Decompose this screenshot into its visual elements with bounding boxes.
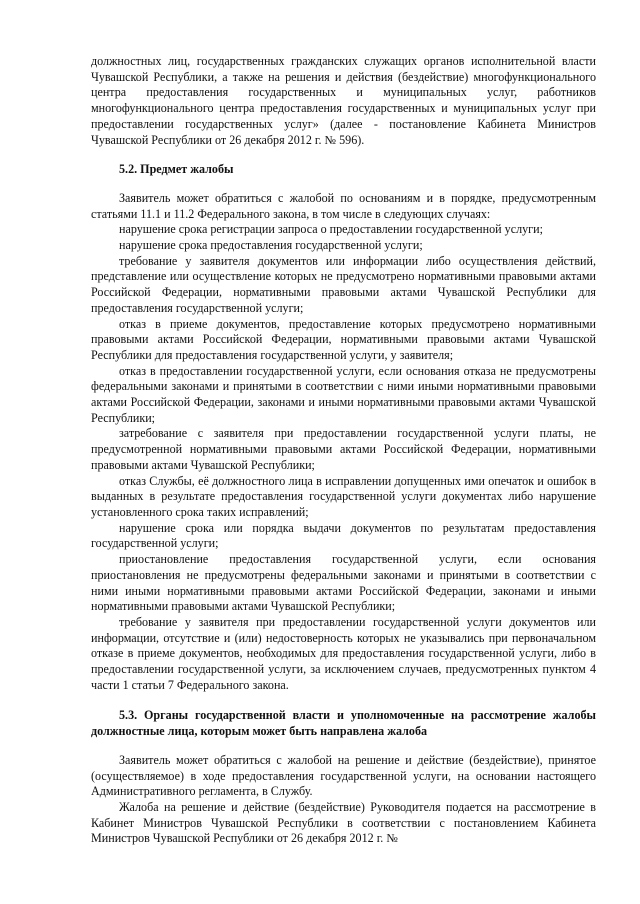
document-page [91,54,596,847]
paragraph: Жалоба на решение и действие (бездействие) Руководителя подается на рассмотрение в Кабинет Министров Чувашской Республики в соответствии с постановлением Кабинета Министров Чувашской Республики от 26 декабря 2012 г. № [91,799,596,846]
section-5-2-body [91,191,596,694]
intro-paragraph: должностных лиц, государственных гражданских служащих органов исполнительной власти Чувашской Республики, а также на решения и действия (бездействие) многофункционального центра предоставления государственных и муниципальных услуг, работников многофункционального центра предоставления государственных и муниципальных услуг при предоставлении государственных услуг» (далее - постановление Кабинета Министров Чувашской Республики от 26 декабря 2012 г. № 596). [91,54,596,147]
list-item: нарушение срока или порядка выдачи документов по результатам предоставления государственной услуги; [91,520,596,551]
section-heading-5-3: 5.3. Органы государственной власти и уполномоченные на рассмотрение жалобы должностные лица, которым может быть направлена жалоба [91,708,596,739]
list-item: отказ в предоставлении государственной услуги, если основания отказа не предусмотрены федеральными законами и принятыми в соответствии с ними иными нормативными правовыми актами Российской Федерации, законами и иными нормативными правовыми актами Чувашской Республики; [91,363,596,425]
list-item: требование у заявителя при предоставлении государственной услуги документов или информации, отсутствие и (или) недостоверность которых не указывались при первоначальном отказе в приеме документов, необходимых для предоставления государственной услуги, либо в предоставлении государственной услуги, за исключением случаев, предусмотренных пунктом 4 части 1 статьи 7 Федерального закона. [91,614,596,692]
list-item: приостановление предоставления государственной услуги, если основания приостановления не предусмотрены федеральными законами и принятыми в соответствии с ними иными нормативными правовыми актами Российской Федерации, законами и иными нормативными правовыми актами Чувашской Республики; [91,552,596,614]
list-item: отказ в приеме документов, предоставление которых предусмотрено нормативными правовыми актами Российской Федерации, нормативными правовыми актами Чувашской Республики для предоставления государственной услуги, у заявителя; [91,316,596,362]
list-item: отказ Службы, её должностного лица в исправлении допущенных ими опечаток и ошибок в выданных в результате предоставления государственной услуги документах либо нарушение установленного срока таких исправлений; [91,473,596,519]
paragraph: Заявитель может обратиться с жалобой по основаниям и в порядке, предусмотренным статьями 11.1 и 11.2 Федерального закона, в том числе в следующих случаях: [91,190,596,221]
section-heading-5-2: 5.2. Предмет жалобы [119,162,234,177]
paragraph: Заявитель может обратиться с жалобой на решение и действие (бездействие), принятое (осуществляемое) в ходе предоставления государственной услуги, на основании настоящего Административного регламента, в Службу. [91,752,596,799]
list-item: затребование с заявителя при предоставлении государственной услуги платы, не предусмотренной нормативными правовыми актами Российской Федерации, нормативными правовыми актами Чувашской Республики; [91,426,596,472]
list-item: требование у заявителя документов или информации либо осуществления действий, представление или осуществление которых не предусмотрено нормативными правовыми актами Российской Федерации, нормативными правовыми актами Чувашской Республики для предоставления государственной услуги; [91,253,596,315]
list-item: нарушение срока регистрации запроса о предоставлении государственной услуги; [119,222,543,237]
list-item: нарушение срока предоставления государственной услуги; [119,238,423,253]
section-5-3-body [91,753,596,847]
